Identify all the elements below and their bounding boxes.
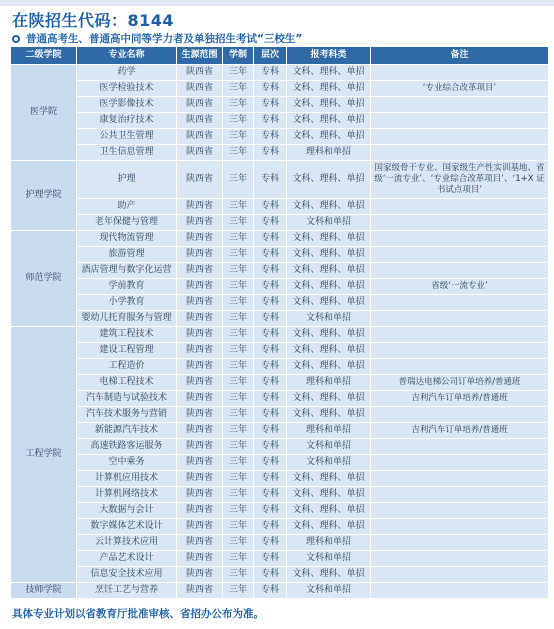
region-cell: 陕西省 <box>177 327 223 343</box>
level-cell: 专科 <box>254 215 287 231</box>
years-cell: 三年 <box>223 327 254 343</box>
level-cell: 专科 <box>254 145 287 161</box>
note-cell <box>371 311 549 327</box>
header-years: 学制 <box>223 47 254 65</box>
level-cell: 专科 <box>254 391 287 407</box>
category-cell: 文科和单招 <box>287 439 371 455</box>
level-cell: 专科 <box>254 311 287 327</box>
major-cell: 建设工程管理 <box>77 343 177 359</box>
category-cell: 文科、理科、单招 <box>287 519 371 535</box>
region-cell: 陕西省 <box>177 215 223 231</box>
major-cell: 汽车技术服务与营销 <box>77 407 177 423</box>
note-cell: 吉利汽车订单培养/普通班 <box>371 391 549 407</box>
table-row <box>11 231 549 247</box>
major-cell: 卫生信息管理 <box>77 145 177 161</box>
majors-table <box>10 46 549 599</box>
level-cell: 专科 <box>254 471 287 487</box>
level-cell: 专科 <box>254 439 287 455</box>
major-cell: 空中乘务 <box>77 455 177 471</box>
category-cell: 文科、理科、单招 <box>287 81 371 97</box>
major-cell: 计算机网络技术 <box>77 487 177 503</box>
category-cell: 文科、理科、单招 <box>287 231 371 247</box>
years-cell: 三年 <box>223 551 254 567</box>
region-cell: 陕西省 <box>177 263 223 279</box>
major-cell: 建筑工程技术 <box>77 327 177 343</box>
major-cell: 汽车制造与试验技术 <box>77 391 177 407</box>
college-cell: 医学院 <box>11 65 77 161</box>
level-cell: 专科 <box>254 535 287 551</box>
region-cell: 陕西省 <box>177 279 223 295</box>
major-cell: 数字媒体艺术设计 <box>77 519 177 535</box>
category-cell: 文科、理科、单招 <box>287 487 371 503</box>
years-cell: 三年 <box>223 311 254 327</box>
note-cell <box>371 113 549 129</box>
level-cell: 专科 <box>254 81 287 97</box>
header-level: 层次 <box>254 47 287 65</box>
years-cell: 三年 <box>223 263 254 279</box>
category-cell: 文科和单招 <box>287 455 371 471</box>
category-cell: 文科、理科、单招 <box>287 97 371 113</box>
major-cell: 大数据与会计 <box>77 503 177 519</box>
category-cell: 文科、理科、单招 <box>287 327 371 343</box>
years-cell: 三年 <box>223 129 254 145</box>
years-cell: 三年 <box>223 519 254 535</box>
category-cell: 文科、理科、单招 <box>287 471 371 487</box>
top-strip <box>0 0 554 6</box>
years-cell: 三年 <box>223 455 254 471</box>
table-row <box>11 519 549 535</box>
level-cell: 专科 <box>254 567 287 583</box>
category-cell: 文科和单招 <box>287 215 371 231</box>
note-cell: 普瑞达电梯公司订单培养/普通班 <box>371 375 549 391</box>
years-cell: 三年 <box>223 161 254 199</box>
category-cell: 文科、理科、单招 <box>287 65 371 81</box>
level-cell: 专科 <box>254 343 287 359</box>
years-cell: 三年 <box>223 471 254 487</box>
years-cell: 三年 <box>223 391 254 407</box>
region-cell: 陕西省 <box>177 359 223 375</box>
major-cell: 云计算技术应用 <box>77 535 177 551</box>
table-row <box>11 375 549 391</box>
region-cell: 陕西省 <box>177 161 223 199</box>
table-row <box>11 359 549 375</box>
category-cell: 理科和单招 <box>287 145 371 161</box>
region-cell: 陕西省 <box>177 455 223 471</box>
note-cell <box>371 359 549 375</box>
major-cell: 药学 <box>77 65 177 81</box>
college-cell: 护理学院 <box>11 161 77 231</box>
major-cell: 老年保健与管理 <box>77 215 177 231</box>
note-cell: ‘专业综合改革项目’ <box>371 81 549 97</box>
years-cell: 三年 <box>223 535 254 551</box>
note-cell <box>371 455 549 471</box>
major-cell: 计算机应用技术 <box>77 471 177 487</box>
level-cell: 专科 <box>254 199 287 215</box>
region-cell: 陕西省 <box>177 97 223 113</box>
level-cell: 专科 <box>254 551 287 567</box>
table-row <box>11 535 549 551</box>
category-cell: 文科、理科、单招 <box>287 391 371 407</box>
level-cell: 专科 <box>254 129 287 145</box>
level-cell: 专科 <box>254 455 287 471</box>
table-row <box>11 279 549 295</box>
years-cell: 三年 <box>223 343 254 359</box>
major-cell: 医学影像技术 <box>77 97 177 113</box>
category-cell: 文科、理科、单招 <box>287 113 371 129</box>
level-cell: 专科 <box>254 161 287 199</box>
category-cell: 理科和单招 <box>287 423 371 439</box>
header-region: 生源范围 <box>177 47 223 65</box>
header-note: 备注 <box>371 47 549 65</box>
category-cell: 文科和单招 <box>287 583 371 599</box>
page-title: 在陕招生代码：8144 <box>12 11 175 30</box>
category-cell: 文科和单招 <box>287 551 371 567</box>
major-cell: 烹饪工艺与营养 <box>77 583 177 599</box>
level-cell: 专科 <box>254 423 287 439</box>
years-cell: 三年 <box>223 359 254 375</box>
college-cell: 工程学院 <box>11 327 77 583</box>
level-cell: 专科 <box>254 583 287 599</box>
region-cell: 陕西省 <box>177 487 223 503</box>
category-cell: 文科、理科、单招 <box>287 161 371 199</box>
category-cell: 文科、理科、单招 <box>287 503 371 519</box>
region-cell: 陕西省 <box>177 423 223 439</box>
category-cell: 文科、理科、单招 <box>287 343 371 359</box>
note-cell <box>371 327 549 343</box>
level-cell: 专科 <box>254 375 287 391</box>
region-cell: 陕西省 <box>177 535 223 551</box>
table-row <box>11 407 549 423</box>
region-cell: 陕西省 <box>177 311 223 327</box>
region-cell: 陕西省 <box>177 567 223 583</box>
table-body <box>11 65 549 599</box>
level-cell: 专科 <box>254 97 287 113</box>
major-cell: 学前教育 <box>77 279 177 295</box>
major-cell: 护理 <box>77 161 177 199</box>
table-row <box>11 471 549 487</box>
table-row <box>11 215 549 231</box>
level-cell: 专科 <box>254 519 287 535</box>
years-cell: 三年 <box>223 81 254 97</box>
major-cell: 婴幼儿托育服务与管理 <box>77 311 177 327</box>
level-cell: 专科 <box>254 327 287 343</box>
category-cell: 文科、理科、单招 <box>287 199 371 215</box>
major-cell: 现代物流管理 <box>77 231 177 247</box>
region-cell: 陕西省 <box>177 583 223 599</box>
level-cell: 专科 <box>254 263 287 279</box>
years-cell: 三年 <box>223 113 254 129</box>
major-cell: 电梯工程技术 <box>77 375 177 391</box>
table-row <box>11 81 549 97</box>
table-row <box>11 455 549 471</box>
table-row <box>11 311 549 327</box>
years-cell: 三年 <box>223 583 254 599</box>
major-cell: 旅游管理 <box>77 247 177 263</box>
footer-note: 具体专业计划以省教育厅批准审核、省招办公布为准。 <box>12 608 264 620</box>
major-cell: 产品艺术设计 <box>77 551 177 567</box>
college-cell: 师范学院 <box>11 231 77 327</box>
category-cell: 文科、理科、单招 <box>287 407 371 423</box>
region-cell: 陕西省 <box>177 503 223 519</box>
note-cell <box>371 343 549 359</box>
major-cell: 酒店管理与数字化运营 <box>77 263 177 279</box>
region-cell: 陕西省 <box>177 247 223 263</box>
major-cell: 新能源汽车技术 <box>77 423 177 439</box>
note-cell <box>371 215 549 231</box>
years-cell: 三年 <box>223 231 254 247</box>
years-cell: 三年 <box>223 423 254 439</box>
region-cell: 陕西省 <box>177 471 223 487</box>
level-cell: 专科 <box>254 231 287 247</box>
level-cell: 专科 <box>254 247 287 263</box>
region-cell: 陕西省 <box>177 231 223 247</box>
category-cell: 文科、理科、单招 <box>287 279 371 295</box>
note-cell <box>371 65 549 81</box>
major-cell: 助产 <box>77 199 177 215</box>
category-cell: 文科、理科、单招 <box>287 263 371 279</box>
college-cell: 技师学院 <box>11 583 77 599</box>
category-cell: 文科、理科、单招 <box>287 247 371 263</box>
table-row <box>11 423 549 439</box>
note-cell: 省级‘一流专业’ <box>371 279 549 295</box>
region-cell: 陕西省 <box>177 375 223 391</box>
table-row <box>11 199 549 215</box>
table-row <box>11 391 549 407</box>
note-cell <box>371 487 549 503</box>
category-cell: 文科、理科、单招 <box>287 567 371 583</box>
category-cell: 文科、理科、单招 <box>287 295 371 311</box>
level-cell: 专科 <box>254 487 287 503</box>
note-cell: 吉利汽车订单培养/普通班 <box>371 423 549 439</box>
years-cell: 三年 <box>223 407 254 423</box>
note-cell <box>371 129 549 145</box>
years-cell: 三年 <box>223 145 254 161</box>
note-cell <box>371 535 549 551</box>
table-row <box>11 145 549 161</box>
level-cell: 专科 <box>254 295 287 311</box>
level-cell: 专科 <box>254 503 287 519</box>
years-cell: 三年 <box>223 215 254 231</box>
major-cell: 公共卫生管理 <box>77 129 177 145</box>
years-cell: 三年 <box>223 97 254 113</box>
note-cell <box>371 97 549 113</box>
category-cell: 文科、理科、单招 <box>287 129 371 145</box>
region-cell: 陕西省 <box>177 65 223 81</box>
header-category: 报考科类 <box>287 47 371 65</box>
major-cell: 小学教育 <box>77 295 177 311</box>
table-row <box>11 567 549 583</box>
header-college: 二级学院 <box>11 47 77 65</box>
note-cell <box>371 247 549 263</box>
note-cell <box>371 231 549 247</box>
table-row <box>11 97 549 113</box>
note-cell <box>371 551 549 567</box>
years-cell: 三年 <box>223 295 254 311</box>
bullet-icon <box>12 35 20 43</box>
table-row <box>11 113 549 129</box>
category-cell: 文科、理科、单招 <box>287 359 371 375</box>
years-cell: 三年 <box>223 65 254 81</box>
table-row <box>11 439 549 455</box>
region-cell: 陕西省 <box>177 407 223 423</box>
level-cell: 专科 <box>254 65 287 81</box>
header-major: 专业名称 <box>77 47 177 65</box>
table-row <box>11 327 549 343</box>
table-row <box>11 129 549 145</box>
years-cell: 三年 <box>223 199 254 215</box>
table-row <box>11 247 549 263</box>
major-cell: 高速铁路客运服务 <box>77 439 177 455</box>
years-cell: 三年 <box>223 487 254 503</box>
table-row <box>11 583 549 599</box>
region-cell: 陕西省 <box>177 519 223 535</box>
category-cell: 理科和单招 <box>287 375 371 391</box>
region-cell: 陕西省 <box>177 199 223 215</box>
region-cell: 陕西省 <box>177 295 223 311</box>
note-cell <box>371 295 549 311</box>
category-cell: 理科和单招 <box>287 535 371 551</box>
note-cell <box>371 199 549 215</box>
region-cell: 陕西省 <box>177 551 223 567</box>
note-cell <box>371 519 549 535</box>
level-cell: 专科 <box>254 113 287 129</box>
table-row <box>11 487 549 503</box>
major-cell: 工程造价 <box>77 359 177 375</box>
years-cell: 三年 <box>223 439 254 455</box>
region-cell: 陕西省 <box>177 81 223 97</box>
category-cell: 文科和单招 <box>287 311 371 327</box>
table-row <box>11 343 549 359</box>
level-cell: 专科 <box>254 359 287 375</box>
region-cell: 陕西省 <box>177 343 223 359</box>
note-cell <box>371 263 549 279</box>
years-cell: 三年 <box>223 247 254 263</box>
major-cell: 康复治疗技术 <box>77 113 177 129</box>
table-row <box>11 551 549 567</box>
note-cell <box>371 439 549 455</box>
note-cell <box>371 145 549 161</box>
region-cell: 陕西省 <box>177 439 223 455</box>
note-cell <box>371 471 549 487</box>
region-cell: 陕西省 <box>177 129 223 145</box>
table-row <box>11 295 549 311</box>
region-cell: 陕西省 <box>177 145 223 161</box>
region-cell: 陕西省 <box>177 391 223 407</box>
years-cell: 三年 <box>223 567 254 583</box>
note-cell <box>371 407 549 423</box>
years-cell: 三年 <box>223 503 254 519</box>
table-row <box>11 503 549 519</box>
note-cell <box>371 583 549 599</box>
subtitle-text: 普通高考生、普通高中同等学力者及单独招生考试“三校生” <box>26 33 303 45</box>
table-row <box>11 161 549 199</box>
years-cell: 三年 <box>223 375 254 391</box>
note-cell <box>371 567 549 583</box>
note-cell: 国家级骨干专业、国家级生产性实训基地、省级‘一流专业’、‘专业综合改革项目’、‘1+X 证书试点项目’ <box>371 161 549 199</box>
level-cell: 专科 <box>254 279 287 295</box>
section-subtitle <box>12 31 302 46</box>
level-cell: 专科 <box>254 407 287 423</box>
major-cell: 医学检验技术 <box>77 81 177 97</box>
note-cell <box>371 503 549 519</box>
region-cell: 陕西省 <box>177 113 223 129</box>
years-cell: 三年 <box>223 279 254 295</box>
table-row <box>11 65 549 81</box>
table-header-row <box>11 47 549 65</box>
major-cell: 信息安全技术应用 <box>77 567 177 583</box>
table-row <box>11 263 549 279</box>
